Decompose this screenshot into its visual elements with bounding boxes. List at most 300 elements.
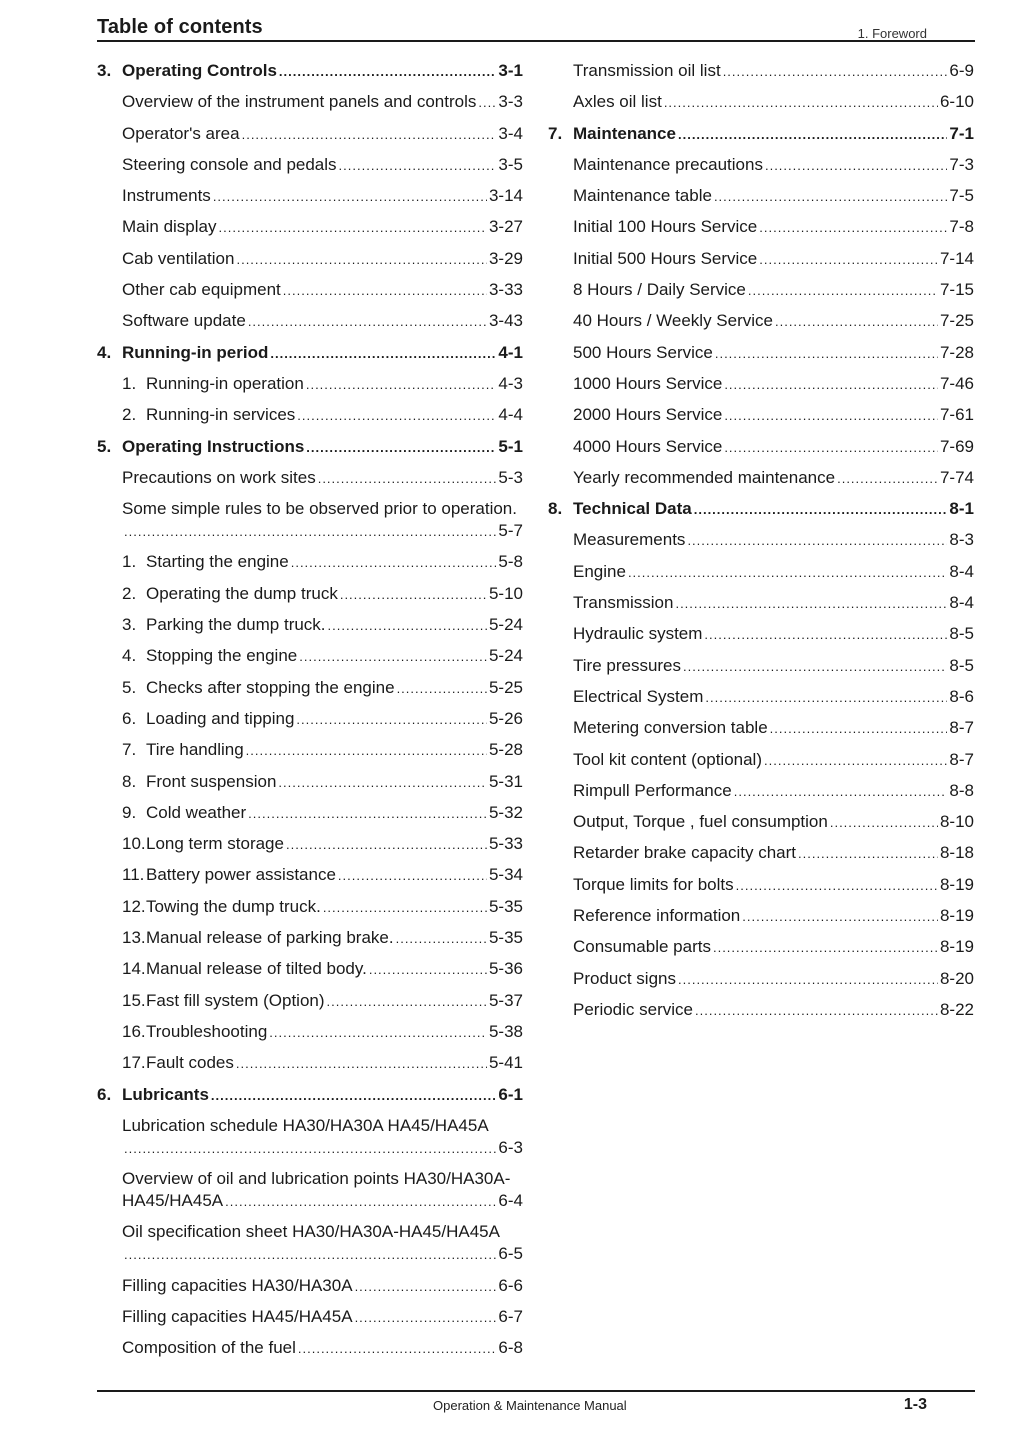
toc-page-number: 5-35: [488, 896, 523, 916]
dot-leader: [279, 61, 497, 83]
toc-page-number: 8-6: [949, 686, 974, 706]
manual-title: Operation & Maintenance Manual: [433, 1398, 627, 1413]
toc-page-number: 5-26: [488, 708, 523, 728]
toc-entry[interactable]: [97, 896, 523, 919]
toc-entry-label: Operating the dump truck: [146, 583, 338, 603]
dot-leader: [296, 709, 487, 731]
dot-leader: [248, 311, 487, 333]
toc-entry[interactable]: [548, 60, 974, 83]
page-footer: [97, 1390, 975, 1413]
dot-leader: [798, 843, 938, 865]
dot-leader: [678, 124, 947, 146]
toc-entry-label: Reference information: [573, 906, 741, 926]
dot-leader: [242, 124, 497, 146]
toc-entry[interactable]: [548, 968, 974, 991]
toc-entry-label: Lubricants: [122, 1084, 209, 1104]
toc-section-entry[interactable]: [97, 60, 523, 83]
toc-page-number: 5-10: [488, 583, 523, 603]
dot-leader: [748, 280, 938, 302]
dot-leader: [291, 552, 497, 574]
toc-entry-label: Instruments: [122, 186, 211, 206]
dot-leader: [764, 750, 947, 772]
toc-entry[interactable]: [97, 1306, 523, 1329]
toc-page-number: 8-7: [949, 718, 974, 738]
toc-entry-label: Consumable parts: [573, 937, 711, 957]
dot-leader: [628, 562, 947, 584]
toc-entry-label: Overview of the instrument panels and controls: [122, 92, 477, 112]
dot-leader: [765, 155, 947, 177]
toc-entry-label: Technical Data: [573, 499, 692, 519]
dot-leader: [724, 374, 938, 396]
toc-entry[interactable]: [97, 1115, 523, 1160]
dot-leader: [340, 584, 487, 606]
toc-entry[interactable]: [97, 1052, 523, 1075]
toc-entry-label: Filling capacities HA30/HA30A: [122, 1275, 353, 1295]
dot-leader: [675, 593, 947, 615]
toc-entry-label: Torque limits for bolts: [573, 874, 734, 894]
toc-entry[interactable]: [97, 185, 523, 208]
toc-entry-label: Cold weather: [146, 802, 247, 822]
toc-entry[interactable]: [548, 686, 974, 709]
toc-entry-label: Yearly recommended maintenance: [573, 467, 836, 487]
dot-leader: [306, 437, 496, 459]
toc-page-number: 3-43: [488, 311, 523, 331]
dot-leader: [124, 1138, 496, 1160]
toc-page-number: 5-24: [488, 646, 523, 666]
toc-page-number: 4-4: [498, 405, 523, 425]
toc-entry-label: Lubrication schedule HA30/HA30A HA45/HA45A: [122, 1115, 489, 1135]
toc-section-entry[interactable]: [97, 1084, 523, 1107]
dot-leader: [338, 865, 487, 887]
toc-entry-label-cont: HA45/HA45A: [122, 1191, 224, 1211]
toc-entry[interactable]: [548, 749, 974, 772]
toc-page-number: 8-4: [949, 561, 974, 581]
toc-entry[interactable]: [97, 677, 523, 700]
dot-leader: [714, 186, 947, 208]
toc-entry[interactable]: [548, 310, 974, 333]
toc-entry[interactable]: [97, 1168, 523, 1213]
toc-entry-label: 4000 Hours Service: [573, 436, 723, 456]
toc-entry-label: Maintenance table: [573, 186, 712, 206]
toc-entry[interactable]: [548, 279, 974, 302]
toc-entry[interactable]: [548, 623, 974, 646]
toc-entry-label: Composition of the fuel: [122, 1338, 296, 1358]
toc-page-number: 5-41: [488, 1053, 523, 1073]
toc-page-number: 5-35: [488, 928, 523, 948]
toc-page-number: 6-3: [498, 1137, 523, 1157]
toc-entry[interactable]: [97, 927, 523, 950]
toc-section-number: 4.: [97, 342, 112, 362]
dot-leader: [687, 530, 947, 552]
toc-entry[interactable]: [97, 310, 523, 333]
toc-page-number: 5-34: [488, 865, 523, 885]
dot-leader: [369, 959, 487, 981]
toc-entry[interactable]: [97, 551, 523, 574]
toc-item-number: 8.: [122, 771, 137, 791]
toc-left-column: [97, 60, 523, 1369]
toc-page-number: 5-36: [488, 959, 523, 979]
dot-leader: [219, 217, 487, 239]
toc-entry[interactable]: [97, 91, 523, 114]
toc-page-number: 5-37: [488, 990, 523, 1010]
toc-entry-label: Electrical System: [573, 686, 704, 706]
toc-entry[interactable]: [97, 708, 523, 731]
toc-section-entry[interactable]: [97, 436, 523, 459]
toc-page-number: 6-5: [498, 1244, 523, 1264]
toc-page-number: 7-5: [949, 186, 974, 206]
toc-entry-label: Product signs: [573, 968, 676, 988]
toc-entry[interactable]: [548, 467, 974, 490]
toc-entry[interactable]: [97, 990, 523, 1013]
toc-page-number: 8-22: [939, 999, 974, 1019]
toc-page-number: 3-33: [488, 280, 523, 300]
toc-page-number: 5-31: [488, 771, 523, 791]
dot-leader: [723, 61, 948, 83]
toc-page-number: 6-10: [939, 92, 974, 112]
toc-entry-label: Running-in period: [122, 342, 269, 362]
toc-entry-label: Initial 100 Hours Service: [573, 217, 758, 237]
toc-page-number: 7-8: [949, 217, 974, 237]
toc-entry-label: Transmission: [573, 593, 674, 613]
toc-entry-label: Operating Controls: [122, 61, 277, 80]
toc-entry-label: Cab ventilation: [122, 248, 235, 268]
toc-item-number: 9.: [122, 802, 137, 822]
toc-entry-label: Checks after stopping the engine: [146, 677, 395, 697]
toc-page-number: 8-7: [949, 749, 974, 769]
toc-entry-label: Running-in services: [146, 405, 296, 425]
toc-entry-label: Output, Torque , fuel consumption: [573, 812, 828, 832]
dot-leader: [837, 468, 938, 490]
dot-leader: [286, 834, 487, 856]
toc-entry[interactable]: [548, 780, 974, 803]
dot-leader: [299, 646, 487, 668]
toc-entry-label: Transmission oil list: [573, 61, 721, 80]
toc-section-number: 6.: [97, 1084, 112, 1104]
toc-entry-label: Retarder brake capacity chart: [573, 843, 796, 863]
toc-item-number: 16.: [122, 1021, 146, 1041]
toc-entry[interactable]: [97, 467, 523, 490]
toc-entry-label: Axles oil list: [573, 92, 662, 112]
toc-item-number: 3.: [122, 615, 137, 635]
toc-entry-label: 8 Hours / Daily Service: [573, 280, 746, 300]
toc-entry[interactable]: [548, 91, 974, 114]
section-reference: 1. Foreword: [857, 26, 927, 41]
toc-entry-label: Battery power assistance: [146, 865, 336, 885]
dot-leader: [246, 740, 487, 762]
toc-item-number: 2.: [122, 405, 137, 425]
toc-entry-label: Fault codes: [146, 1053, 234, 1073]
toc-entry-label: Operating Instructions: [122, 436, 305, 456]
toc-page-number: 3-5: [498, 154, 523, 174]
dot-leader: [736, 875, 938, 897]
toc-page-number: 8-4: [949, 593, 974, 613]
dot-leader: [724, 437, 938, 459]
dot-leader: [724, 405, 938, 427]
toc-page-number: 5-8: [498, 552, 523, 572]
toc-page-number: 8-8: [949, 780, 974, 800]
toc-page-number: 3-4: [498, 123, 523, 143]
toc-item-number: 1.: [122, 373, 137, 393]
dot-leader: [683, 656, 947, 678]
toc-entry[interactable]: [97, 279, 523, 302]
toc-entry[interactable]: [548, 436, 974, 459]
toc-entry-label: Running-in operation: [146, 373, 304, 393]
dot-leader: [124, 521, 496, 543]
toc-entry-label: Towing the dump truck.: [146, 896, 321, 916]
toc-page-number: 3-3: [498, 92, 523, 112]
toc-entry-label: Hydraulic system: [573, 624, 703, 644]
toc-page-number: 5-38: [488, 1021, 523, 1041]
toc-page-number: 5-24: [488, 615, 523, 635]
toc-page-number: 5-25: [488, 677, 523, 697]
toc-entry[interactable]: [97, 1221, 523, 1266]
toc-page-number: 7-61: [939, 405, 974, 425]
toc-entry-label: Initial 500 Hours Service: [573, 248, 758, 268]
toc-entry[interactable]: [97, 802, 523, 825]
toc-page-number: 7-15: [939, 280, 974, 300]
toc-entry[interactable]: [97, 739, 523, 762]
toc-page-number: 7-3: [949, 154, 974, 174]
toc-entry[interactable]: [97, 248, 523, 271]
toc-entry-label: 1000 Hours Service: [573, 373, 723, 393]
dot-leader: [478, 92, 496, 114]
toc-entry[interactable]: [97, 123, 523, 146]
toc-entry-label: Troubleshooting: [146, 1021, 268, 1041]
toc-entry[interactable]: [548, 373, 974, 396]
toc-entry-label: Manual release of parking brake.: [146, 928, 394, 948]
toc-item-number: 17.: [122, 1053, 146, 1073]
toc-page-number: 7-69: [939, 436, 974, 456]
dot-leader: [734, 781, 948, 803]
toc-item-number: 15.: [122, 990, 146, 1010]
toc-entry[interactable]: [548, 874, 974, 897]
toc-section-entry[interactable]: [548, 498, 974, 521]
toc-right-column: [548, 60, 974, 1030]
toc-item-number: 2.: [122, 583, 137, 603]
toc-entry-label: Front suspension: [146, 771, 277, 791]
page-header: [97, 16, 975, 42]
toc-page-number: 8-19: [939, 937, 974, 957]
dot-leader: [327, 991, 487, 1013]
toc-page-number: 4-3: [498, 373, 523, 393]
toc-entry-label: Oil specification sheet HA30/HA30A-HA45/HA45A: [122, 1222, 500, 1242]
toc-entry[interactable]: [97, 373, 523, 396]
toc-entry-label: Maintenance precautions: [573, 154, 763, 174]
toc-entry[interactable]: [548, 529, 974, 552]
toc-page-number: 7-74: [939, 467, 974, 487]
toc-entry[interactable]: [548, 999, 974, 1022]
dot-leader: [269, 1022, 487, 1044]
dot-leader: [283, 280, 487, 302]
toc-entry-label: Tire pressures: [573, 655, 682, 675]
toc-entry[interactable]: [548, 905, 974, 928]
toc-page-number: 8-3: [949, 530, 974, 550]
toc-entry[interactable]: [548, 342, 974, 365]
toc-page-number: 7-46: [939, 373, 974, 393]
dot-leader: [759, 217, 947, 239]
toc-entry[interactable]: [97, 1275, 523, 1298]
toc-entry[interactable]: [548, 592, 974, 615]
dot-leader: [236, 249, 487, 271]
toc-entry-label: Measurements: [573, 530, 686, 550]
dot-leader: [270, 343, 496, 365]
toc-page-number: 5-28: [488, 740, 523, 760]
toc-entry[interactable]: [97, 404, 523, 427]
toc-entry[interactable]: [97, 583, 523, 606]
toc-entry-label: Long term storage: [146, 834, 284, 854]
toc-entry-label: Rimpull Performance: [573, 780, 732, 800]
toc-entry-label: Precautions on work sites: [122, 467, 316, 487]
toc-entry[interactable]: [97, 645, 523, 668]
toc-page-number: 6-7: [498, 1306, 523, 1326]
toc-entry-label: Loading and tipping: [146, 708, 295, 728]
toc-entry[interactable]: [97, 1337, 523, 1360]
toc-entry-label: Tool kit content (optional): [573, 749, 762, 769]
toc-entry[interactable]: [97, 216, 523, 239]
dot-leader: [236, 1053, 487, 1075]
toc-entry[interactable]: [548, 936, 974, 959]
dot-leader: [213, 186, 487, 208]
toc-section-entry[interactable]: [548, 123, 974, 146]
toc-page-number: 3-14: [488, 186, 523, 206]
toc-page-number: 8-19: [939, 906, 974, 926]
dot-leader: [759, 249, 938, 271]
toc-entry-label: Main display: [122, 217, 217, 237]
toc-entry-label: 2000 Hours Service: [573, 405, 723, 425]
toc-page-number: 7-28: [939, 342, 974, 362]
toc-entry-label: Starting the engine: [146, 552, 289, 572]
toc-entry[interactable]: [548, 216, 974, 239]
toc-entry[interactable]: [97, 771, 523, 794]
toc-item-number: 1.: [122, 552, 137, 572]
dot-leader: [715, 343, 938, 365]
dot-leader: [328, 615, 487, 637]
toc-entry-label: Stopping the engine: [146, 646, 298, 666]
toc-entry[interactable]: [97, 1021, 523, 1044]
dot-leader: [278, 772, 487, 794]
toc-entry[interactable]: [97, 498, 523, 543]
toc-item-number: 4.: [122, 646, 137, 666]
toc-entry[interactable]: [548, 811, 974, 834]
toc-page-number: 7-1: [949, 123, 974, 143]
toc-item-number: 7.: [122, 740, 137, 760]
toc-section-number: 7.: [548, 123, 563, 143]
toc-entry[interactable]: [548, 154, 974, 177]
toc-page-number: 8-5: [949, 655, 974, 675]
toc-item-number: 12.: [122, 896, 146, 916]
toc-entry-label: Fast fill system (Option): [146, 990, 325, 1010]
toc-entry-label: Other cab equipment: [122, 280, 281, 300]
dot-leader: [248, 803, 487, 825]
toc-section-number: 3.: [97, 61, 112, 80]
toc-entry[interactable]: [97, 958, 523, 981]
dot-leader: [396, 928, 487, 950]
toc-page-number: 5-33: [488, 834, 523, 854]
toc-entry-label: Steering console and pedals: [122, 154, 337, 174]
toc-entry-label: Manual release of tilted body.: [146, 959, 367, 979]
toc-entry[interactable]: [548, 248, 974, 271]
toc-entry[interactable]: [97, 154, 523, 177]
toc-page-number: 4-1: [498, 342, 523, 362]
toc-entry-label: Filling capacities HA45/HA45A: [122, 1306, 353, 1326]
toc-item-number: 6.: [122, 708, 137, 728]
toc-entry-label: Parking the dump truck.: [146, 615, 326, 635]
toc-entry-label: Metering conversion table: [573, 718, 768, 738]
dot-leader: [695, 1000, 938, 1022]
dot-leader: [770, 718, 948, 740]
toc-page-number: 3-29: [488, 248, 523, 268]
toc-page-number: 8-10: [939, 812, 974, 832]
toc-page-number: 5-3: [498, 467, 523, 487]
toc-page-number: 5-1: [498, 436, 523, 456]
dot-leader: [306, 374, 497, 396]
dot-leader: [211, 1085, 497, 1107]
dot-leader: [830, 812, 938, 834]
toc-page-number: 6-9: [949, 61, 974, 80]
dot-leader: [775, 311, 938, 333]
dot-leader: [713, 937, 938, 959]
toc-entry-label: Tire handling: [146, 740, 244, 760]
toc-page-number: 8-18: [939, 843, 974, 863]
dot-leader: [704, 624, 947, 646]
toc-page-number: 3-27: [488, 217, 523, 237]
dot-leader: [318, 468, 497, 490]
toc-entry[interactable]: [548, 655, 974, 678]
toc-entry-label: Operator's area: [122, 123, 240, 143]
toc-entry[interactable]: [548, 404, 974, 427]
toc-entry-label: Engine: [573, 561, 626, 581]
toc-entry-label: 500 Hours Service: [573, 342, 713, 362]
toc-entry[interactable]: [97, 833, 523, 856]
toc-page-number: 3-1: [498, 61, 523, 80]
toc-entry[interactable]: [548, 717, 974, 740]
dot-leader: [742, 906, 938, 928]
toc-entry[interactable]: [97, 864, 523, 887]
page-number: 1-3: [903, 1396, 927, 1413]
toc-section-entry[interactable]: [97, 342, 523, 365]
toc-entry-label: Software update: [122, 311, 246, 331]
dot-leader: [678, 969, 938, 991]
dot-leader: [694, 499, 948, 521]
toc-page-number: 8-20: [939, 968, 974, 988]
toc-entry-label: Overview of oil and lubrication points HA30/HA30A-: [122, 1169, 511, 1189]
dot-leader: [225, 1191, 496, 1213]
toc-page-number: 5-32: [488, 802, 523, 822]
toc-item-number: 10.: [122, 834, 146, 854]
dot-leader: [297, 405, 496, 427]
toc-entry[interactable]: [548, 842, 974, 865]
toc-entry-label: Some simple rules to be observed prior to operation.: [122, 499, 517, 519]
dot-leader: [339, 155, 497, 177]
page-title: Table of contents: [97, 16, 263, 38]
toc-section-number: 8.: [548, 499, 563, 519]
toc-entry[interactable]: [548, 185, 974, 208]
dot-leader: [323, 897, 487, 919]
toc-entry[interactable]: [97, 614, 523, 637]
dot-leader: [705, 687, 947, 709]
toc-page-number: 5-7: [498, 521, 523, 541]
toc-entry[interactable]: [548, 561, 974, 584]
dot-leader: [355, 1276, 497, 1298]
dot-leader: [298, 1338, 497, 1360]
toc-entry-label: Periodic service: [573, 999, 693, 1019]
dot-leader: [355, 1307, 497, 1329]
dot-leader: [664, 92, 938, 114]
toc-page-number: 6-4: [498, 1191, 523, 1211]
toc-page-number: 6-6: [498, 1275, 523, 1295]
dot-leader: [397, 678, 487, 700]
dot-leader: [124, 1244, 496, 1266]
